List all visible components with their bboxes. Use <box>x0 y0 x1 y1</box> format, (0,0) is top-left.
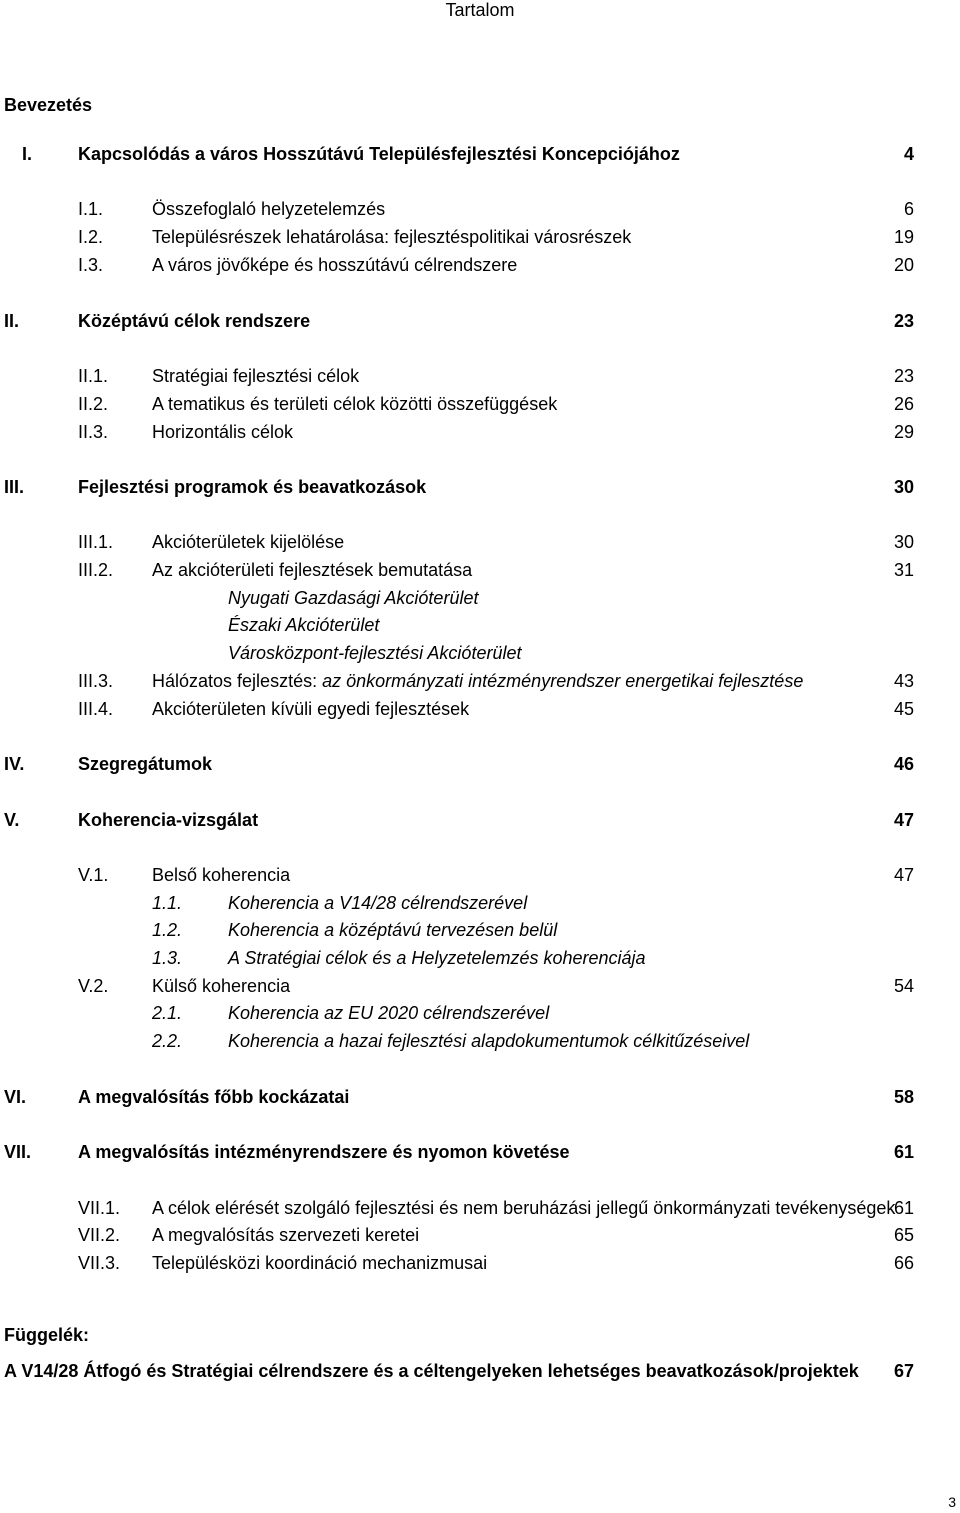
toc-section-title: Fejlesztési programok és beavatkozások <box>78 477 427 497</box>
toc-subsection-label: V.2. <box>78 976 109 996</box>
toc-subsection-page: 31 <box>893 560 914 580</box>
toc-subsection-page: 23 <box>893 366 914 386</box>
toc-subsection-row[interactable] <box>0 253 960 277</box>
toc-item-row[interactable] <box>0 586 960 610</box>
toc-item-label: 1.2. <box>152 920 183 940</box>
toc-section-row[interactable] <box>0 808 960 832</box>
toc-item-title: Koherencia a középtávú tervezésen belül <box>228 920 558 940</box>
toc-subsection-title: Horizontális célok <box>152 422 294 442</box>
page-footer <box>0 1493 960 1511</box>
toc-section-row[interactable] <box>0 309 960 333</box>
toc-item-row[interactable] <box>0 891 960 915</box>
document-title: Tartalom <box>445 0 515 20</box>
toc-subsection-title: Akcióterületek kijelölése <box>152 532 345 552</box>
toc-subsection-label: VII.1. <box>78 1198 121 1218</box>
toc-subsection-page: 47 <box>893 865 914 885</box>
toc-subsection-page: 29 <box>893 422 914 442</box>
toc-appendix-row[interactable] <box>0 1359 960 1383</box>
toc-section-page: 30 <box>893 477 914 497</box>
toc-subsection-label: III.2. <box>78 560 114 580</box>
toc-item-title: Nyugati Gazdasági Akcióterület <box>228 588 479 608</box>
toc-subsection-row[interactable] <box>0 364 960 388</box>
toc-subsection-title: Belső koherencia <box>152 865 291 885</box>
toc-subsection-row[interactable] <box>0 197 960 221</box>
toc-item-label: 2.1. <box>152 1003 183 1023</box>
toc-subsection-label: II.2. <box>78 394 109 414</box>
toc-appendix-title: A V14/28 Átfogó és Stratégiai célrendszere és a céltengelyeken lehetséges beavatkozások/projektek <box>4 1361 859 1381</box>
toc-subsection-row[interactable] <box>0 669 960 693</box>
toc-subsection-row[interactable] <box>0 225 960 249</box>
toc-subsection-row[interactable] <box>0 1251 960 1275</box>
toc-subsection-title: Külső koherencia <box>152 976 291 996</box>
toc-section-page: 47 <box>893 810 914 830</box>
toc-subsection-row[interactable] <box>0 420 960 444</box>
toc-subsection-row[interactable] <box>0 1196 960 1220</box>
toc-section-title: Középtávú célok rendszere <box>78 311 311 331</box>
toc-subsection-page: 19 <box>893 227 914 247</box>
toc-subsection-label: VII.2. <box>78 1225 121 1245</box>
toc-subsection-title: A célok elérését szolgáló fejlesztési és nem beruházási jellegű önkormányzati tevékenységek <box>152 1198 896 1218</box>
page-number: 3 <box>948 1494 956 1510</box>
toc-subsection-row[interactable] <box>0 392 960 416</box>
toc-section-row[interactable] <box>0 752 960 776</box>
toc-section-page: 46 <box>893 754 914 774</box>
toc-section-row[interactable] <box>0 475 960 499</box>
toc-subsection-title-regular: Hálózatos fejlesztés: <box>152 671 318 691</box>
toc-subsection-row[interactable] <box>0 1223 960 1247</box>
toc-section-page: 58 <box>893 1087 914 1107</box>
toc-subsection-label: III.4. <box>78 699 114 719</box>
toc-item-row[interactable] <box>0 1029 960 1053</box>
toc-subsection-page: 65 <box>893 1225 914 1245</box>
toc-section-title: A megvalósítás főbb kockázatai <box>78 1087 350 1107</box>
toc-item-row[interactable] <box>0 918 960 942</box>
toc-item-row[interactable] <box>0 613 960 637</box>
toc-section-label: III. <box>4 477 25 497</box>
toc-section-title: Koherencia-vizsgálat <box>78 810 259 830</box>
toc-subsection-page: 61 <box>893 1198 914 1218</box>
toc-subsection-page: 30 <box>893 532 914 552</box>
toc-subsection-label: III.3. <box>78 671 114 691</box>
toc-subsection-title-italic: az önkormányzati intézményrendszer energetikai fejlesztése <box>322 671 804 691</box>
toc-section-page: 23 <box>893 311 914 331</box>
toc-section-label: IV. <box>4 754 25 774</box>
toc-item-title: Városközpont-fejlesztési Akcióterület <box>228 643 522 663</box>
toc-item-title: Koherencia a hazai fejlesztési alapdokumentumok célkitűzéseivel <box>228 1031 750 1051</box>
toc-subsection-label: II.1. <box>78 366 109 386</box>
toc-subsection-label: V.1. <box>78 865 109 885</box>
toc-section-label: I. <box>22 144 33 164</box>
toc-item-title: Koherencia az EU 2020 célrendszerével <box>228 1003 550 1023</box>
toc-item-row[interactable] <box>0 641 960 665</box>
toc-item-label: 2.2. <box>152 1031 183 1051</box>
toc-subsection-page: 20 <box>893 255 914 275</box>
toc-item-row[interactable] <box>0 946 960 970</box>
toc-section-label: VII. <box>4 1142 32 1162</box>
toc-section-label: II. <box>4 311 20 331</box>
toc-subsection-row[interactable] <box>0 697 960 721</box>
toc-section-page: 61 <box>893 1142 914 1162</box>
toc-subsection-row[interactable] <box>0 558 960 582</box>
toc-subsection-page: 45 <box>893 699 914 719</box>
toc-section-label: VI. <box>4 1087 27 1107</box>
toc-item-label: 1.1. <box>152 893 183 913</box>
toc-section-title: A megvalósítás intézményrendszere és nyomon követése <box>78 1142 570 1162</box>
toc-subsection-label: I.1. <box>78 199 104 219</box>
toc-subsection-label: II.3. <box>78 422 109 442</box>
toc-subsection-page: 26 <box>893 394 914 414</box>
toc-subsection-label: I.3. <box>78 255 104 275</box>
toc-subsection-title: Stratégiai fejlesztési célok <box>152 366 360 386</box>
toc-subsection-title: A megvalósítás szervezeti keretei <box>152 1225 420 1245</box>
toc-subsection-title: A tematikus és területi célok közötti összefüggések <box>152 394 558 414</box>
toc-subsection-label: I.2. <box>78 227 104 247</box>
toc-subsection-title <box>152 669 803 693</box>
toc-intro-title: Bevezetés <box>4 95 93 115</box>
toc-section-title: Szegregátumok <box>78 754 213 774</box>
toc-appendix-page: 67 <box>893 1361 914 1381</box>
toc-item-title: Koherencia a V14/28 célrendszerével <box>228 893 528 913</box>
toc-appendix-heading-row <box>0 1323 960 1347</box>
toc-appendix-heading: Függelék: <box>4 1325 90 1345</box>
toc-subsection-row[interactable] <box>0 863 960 887</box>
document-title-row <box>0 0 960 22</box>
toc-subsection-page: 54 <box>893 976 914 996</box>
toc-item-label: 1.3. <box>152 948 183 968</box>
toc-section-page: 4 <box>903 144 914 164</box>
toc-subsection-label: VII.3. <box>78 1253 121 1273</box>
toc-subsection-title: Településközi koordináció mechanizmusai <box>152 1253 488 1273</box>
toc-section-title: Kapcsolódás a város Hosszútávú Településfejlesztési Koncepciójához <box>78 144 680 164</box>
toc-subsection-row[interactable] <box>0 530 960 554</box>
toc-section-row[interactable] <box>0 1085 960 1109</box>
toc-item-row[interactable] <box>0 1001 960 1025</box>
toc-subsection-title: Akcióterületen kívüli egyedi fejlesztések <box>152 699 470 719</box>
toc-item-title: A Stratégiai célok és a Helyzetelemzés koherenciája <box>228 948 646 968</box>
toc-intro-row[interactable] <box>0 93 960 117</box>
toc-subsection-title: Településrészek lehatárolása: fejlesztéspolitikai városrészek <box>152 227 632 247</box>
toc-item-title: Északi Akcióterület <box>228 615 380 635</box>
toc-subsection-title: Összefoglaló helyzetelemzés <box>152 199 386 219</box>
toc-subsection-title: Az akcióterületi fejlesztések bemutatása <box>152 560 473 580</box>
toc-section-label: V. <box>4 810 20 830</box>
toc-section-row[interactable] <box>0 142 960 166</box>
toc-subsection-page: 43 <box>893 671 914 691</box>
toc-subsection-row[interactable] <box>0 974 960 998</box>
toc-subsection-title: A város jövőképe és hosszútávú célrendszere <box>152 255 518 275</box>
toc-subsection-label: III.1. <box>78 532 114 552</box>
toc-section-row[interactable] <box>0 1140 960 1164</box>
toc-subsection-page: 6 <box>903 199 914 219</box>
toc-subsection-page: 66 <box>893 1253 914 1273</box>
